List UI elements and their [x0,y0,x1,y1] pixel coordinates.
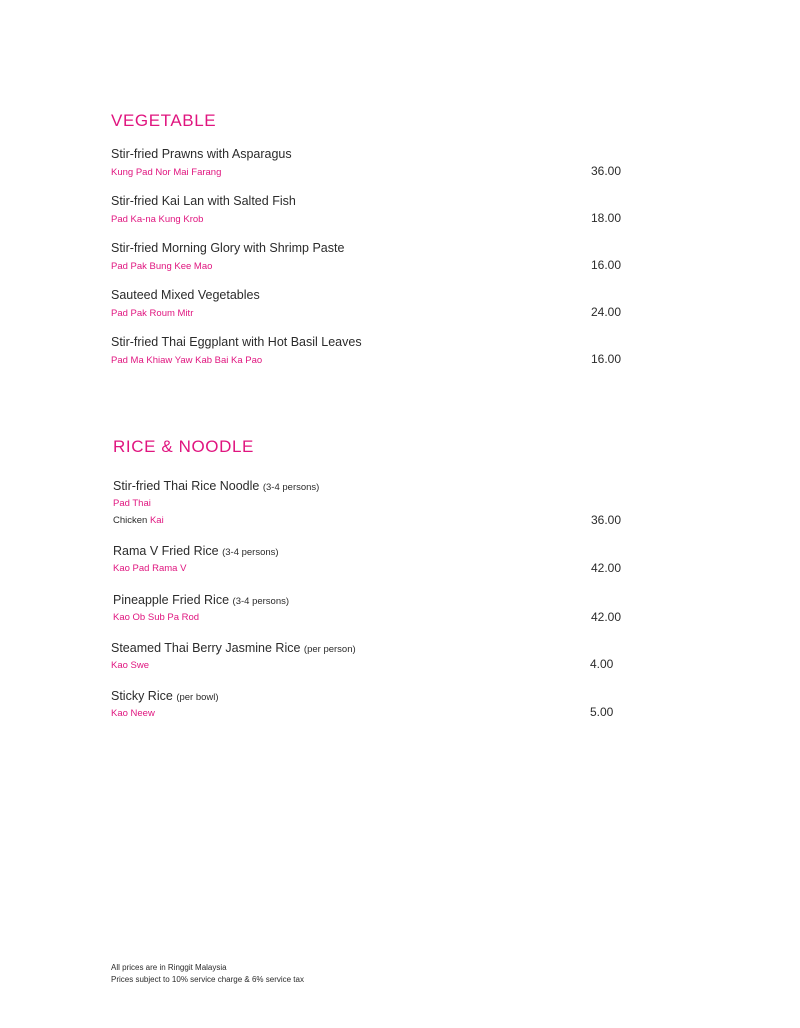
footer-notes [111,962,304,986]
item-thai-name: Kung Pad Nor Mai Farang [111,167,222,178]
menu-item [113,479,621,527]
item-thai-name: Kao Swe [111,660,150,671]
menu-item [111,147,621,177]
item-name: Stir-fried Morning Glory with Shrimp Paste [111,241,345,255]
item-name-text: Steamed Thai Berry Jasmine Rice [111,641,301,655]
item-name: Sauteed Mixed Vegetables [111,288,260,302]
item-name [113,479,319,493]
item-name-text: Pineapple Fried Rice [113,593,230,607]
item-thai-name: Pad Pak Bung Kee Mao [111,261,213,272]
item-price: 18.00 [590,211,621,225]
menu-item [111,689,621,719]
menu-item [111,194,621,224]
footer-tax-note: Prices subject to 10% service charge & 6% service tax [111,975,304,984]
item-thai-name: Kao Neew [111,708,155,719]
item-thai-name: Pad Pak Roum Mitr [111,308,194,319]
menu-item [111,641,621,671]
item-price: 36.00 [590,164,621,178]
item-thai-name: Kao Ob Sub Pa Rod [113,612,200,623]
item-portion-note: (per person) [303,644,356,655]
item-thai-name: Pad Ma Khiaw Yaw Kab Bai Ka Pao [111,355,263,366]
footer-currency-note: All prices are in Ringgit Malaysia [111,963,227,972]
item-thai-name: Kao Pad Rama V [113,563,187,574]
item-name [111,689,219,703]
section-title-vegetable: VEGETABLE [111,111,217,130]
item-name-text: Sticky Rice [111,689,173,703]
item-option [113,515,164,526]
item-price: 4.00 [590,657,614,671]
item-price: 16.00 [590,352,621,366]
item-price: 42.00 [590,610,621,624]
item-name: Stir-fried Thai Eggplant with Hot Basil Leaves [111,335,362,349]
item-price: 24.00 [590,305,621,319]
menu-item [113,593,621,623]
item-portion-note: (3-4 persons) [232,596,290,607]
item-thai-name: Pad Thai [113,498,151,509]
item-name: Stir-fried Kai Lan with Salted Fish [111,194,296,208]
menu-item [111,335,621,365]
option-thai-name: Kai [149,515,164,526]
item-name [111,641,356,655]
item-name [113,593,289,607]
item-portion-note: (3-4 persons) [222,547,279,558]
item-price: 42.00 [590,561,621,575]
section-title-rice-noodle: RICE & NOODLE [113,437,254,456]
item-price: 16.00 [590,258,621,272]
item-portion-note: (3-4 persons) [262,482,320,493]
item-price: 5.00 [590,705,614,719]
menu-item [113,544,621,574]
item-name-text: Rama V Fried Rice [113,544,219,558]
option-label: Chicken [113,515,148,526]
item-name: Stir-fried Prawns with Asparagus [111,147,292,161]
item-portion-note: (per bowl) [176,692,219,703]
item-name [113,544,279,558]
item-price: 36.00 [590,513,621,527]
item-thai-name: Pad Ka-na Kung Krob [111,214,204,225]
item-name-text: Stir-fried Thai Rice Noodle [113,479,260,493]
menu-item [111,288,621,318]
menu-item [111,241,621,271]
